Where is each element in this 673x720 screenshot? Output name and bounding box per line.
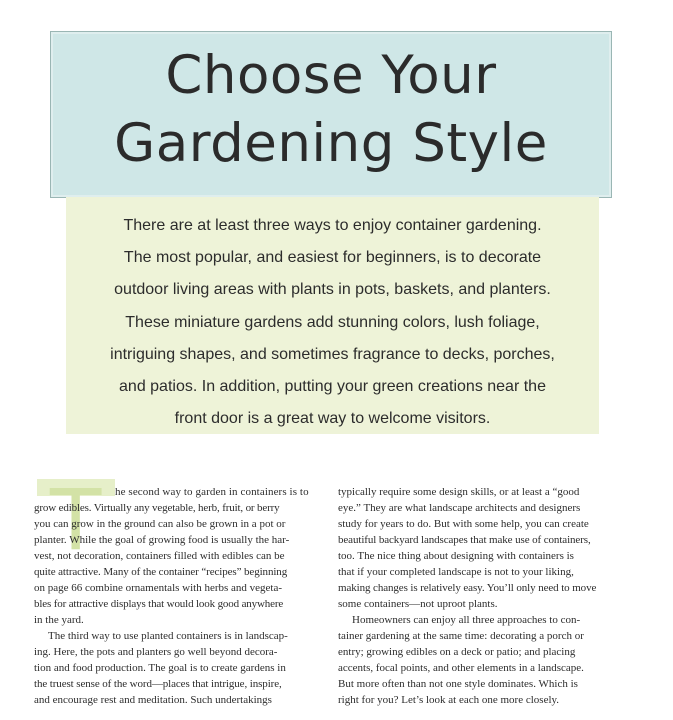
right-column-line: making changes is relatively easy. You’ll only need to move xyxy=(338,582,597,594)
left-column-line: The third way to use planted containers is in landscap- xyxy=(48,630,288,642)
intro-line: and patios. In addition, putting your green creations near the xyxy=(119,378,546,395)
title-box xyxy=(50,31,612,198)
intro-line: outdoor living areas with plants in pots, baskets, and planters. xyxy=(114,281,551,298)
right-column-line: study for years to do. But with some help, you can create xyxy=(338,518,589,530)
right-column-line: accents, focal points, and other elements in a landscape. xyxy=(338,662,584,674)
intro-line: There are at least three ways to enjoy container gardening. xyxy=(123,217,542,234)
left-column-line: ing. Here, the pots and planters go well beyond decora- xyxy=(34,646,278,658)
intro-line: These miniature gardens add stunning colors, lush foliage, xyxy=(125,314,540,331)
intro-line: intriguing shapes, and sometimes fragrance to decks, porches, xyxy=(110,346,555,363)
left-column-line: on page 66 combine ornamentals with herbs and vegeta- xyxy=(34,582,283,594)
left-column-line: grow edibles. Virtually any vegetable, herb, fruit, or berry xyxy=(34,502,280,514)
left-column-line: planter. While the goal of growing food is usually the har- xyxy=(34,534,290,546)
left-column-line: bles for attractive displays that would look good anywhere xyxy=(34,598,284,610)
right-column-line: too. The nice thing about designing with containers is xyxy=(338,550,574,562)
page-title-line-2: Gardening Style xyxy=(114,113,548,174)
left-column-line: quite attractive. Many of the container “recipes” beginning xyxy=(34,566,288,578)
right-column-line: eye.” They are what landscape architects and designers xyxy=(338,502,581,514)
right-column-line: entry; growing edibles on a deck or patio; and placing xyxy=(338,646,576,658)
intro-line: front door is a great way to welcome visitors. xyxy=(174,410,491,427)
right-column-line: Homeowners can enjoy all three approaches to con- xyxy=(352,614,581,626)
left-column-line: in the yard. xyxy=(34,614,84,626)
right-column-line: But more often than not one style dominates. Which is xyxy=(338,678,578,690)
right-column-line: some containers—not uproot plants. xyxy=(338,598,498,610)
left-column-line: you can grow in the ground can also be grown in a pot or xyxy=(34,518,286,530)
right-column-line: that if your completed landscape is not to your liking, xyxy=(338,566,574,578)
right-column-line: typically require some design skills, or at least a “good xyxy=(338,486,580,498)
left-column-line: vest, not decoration, containers filled with edibles can be xyxy=(34,550,285,562)
left-column-line: he second way to garden in containers is to xyxy=(115,486,309,498)
left-column-line: the truest sense of the word—places that intrigue, inspire, xyxy=(34,678,282,690)
left-column-line: tion and food production. The goal is to create gardens in xyxy=(34,662,286,674)
right-column-line: right for you? Let’s look at each one more closely. xyxy=(338,694,560,706)
right-column-line: tainer gardening at the same time: decorating a porch or xyxy=(338,630,584,642)
drop-cap: T xyxy=(50,471,102,569)
intro-line: The most popular, and easiest for beginners, is to decorate xyxy=(123,249,542,266)
right-column-line: beautiful backyard landscapes that make use of containers, xyxy=(338,534,591,546)
page-title-line-1: Choose Your xyxy=(165,45,497,106)
intro-box xyxy=(66,197,599,434)
left-column-line: and encourage rest and meditation. Such undertakings xyxy=(34,694,272,706)
